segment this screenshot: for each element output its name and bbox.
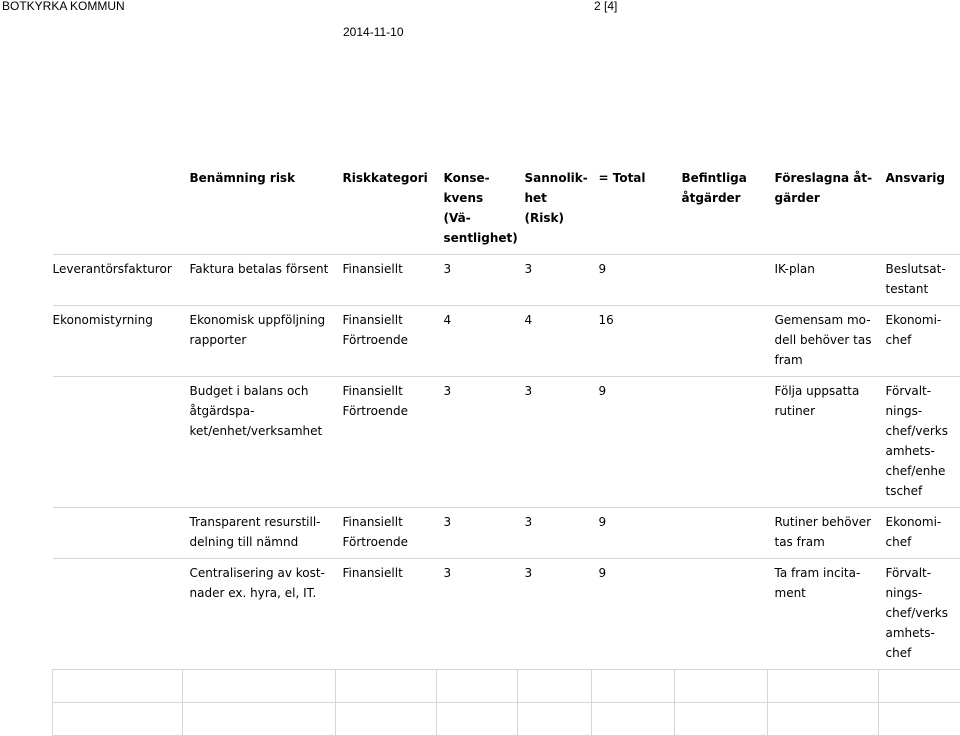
empty-cell	[437, 670, 518, 703]
cell-area: Leverantörsfakturor	[53, 255, 183, 306]
empty-cell	[592, 703, 675, 736]
table-row	[53, 255, 960, 306]
empty-cell	[336, 703, 437, 736]
empty-cell	[879, 670, 960, 703]
cell-risk-name: Budget i balans och åtgärdspa- ket/enhet/verksamhet	[183, 377, 336, 508]
column-header-responsible: Ansvarig	[879, 163, 960, 255]
cell-total: 9	[592, 508, 675, 559]
cell-consequence: 3	[437, 508, 518, 559]
cell-consequence: 4	[437, 306, 518, 377]
cell-area	[53, 377, 183, 508]
empty-cell	[768, 703, 879, 736]
cell-existing-measures	[675, 559, 768, 670]
empty-cell	[53, 703, 183, 736]
cell-responsible: Förvalt- nings- chef/verks amhets- chef	[879, 559, 960, 670]
cell-proposed-measures: Ta fram incita- ment	[768, 559, 879, 670]
cell-responsible: Beslutsat- testant	[879, 255, 960, 306]
cell-consequence: 3	[437, 559, 518, 670]
cell-probability: 3	[518, 559, 592, 670]
column-header-area	[53, 163, 183, 255]
column-header-risk-category: Riskkategori	[336, 163, 437, 255]
cell-proposed-measures: Rutiner behöver tas fram	[768, 508, 879, 559]
table-row	[53, 559, 960, 670]
cell-proposed-measures: Gemensam mo- dell behöver tas fram	[768, 306, 879, 377]
empty-cell	[768, 670, 879, 703]
cell-responsible: Förvalt- nings- chef/verks amhets- chef/enhe tschef	[879, 377, 960, 508]
cell-responsible: Ekonomi- chef	[879, 306, 960, 377]
column-header-total: = Total	[592, 163, 675, 255]
empty-cell	[592, 670, 675, 703]
cell-area: Ekonomistyrning	[53, 306, 183, 377]
column-header-proposed-measures: Föreslagna åt- gärder	[768, 163, 879, 255]
cell-existing-measures	[675, 377, 768, 508]
cell-risk-name: Ekonomisk uppföljning rapporter	[183, 306, 336, 377]
column-header-probability: Sannolik- het (Risk)	[518, 163, 592, 255]
header-row	[53, 163, 960, 255]
empty-cell	[518, 703, 592, 736]
cell-proposed-measures: Följa uppsatta rutiner	[768, 377, 879, 508]
empty-cell	[675, 670, 768, 703]
column-header-existing-measures: Befintliga åtgärder	[675, 163, 768, 255]
cell-probability: 3	[518, 377, 592, 508]
cell-category: Finansiellt Förtroende	[336, 377, 437, 508]
table-row	[53, 508, 960, 559]
cell-risk-name: Centralisering av kost- nader ex. hyra, el, IT.	[183, 559, 336, 670]
column-header-risk-name: Benämning risk	[183, 163, 336, 255]
column-header-consequence: Konse- kvens (Vä- sentlighet)	[437, 163, 518, 255]
page-number: 2 [4]	[594, 0, 617, 13]
empty-cell	[437, 703, 518, 736]
cell-area	[53, 508, 183, 559]
cell-category: Finansiellt	[336, 559, 437, 670]
cell-probability: 3	[518, 508, 592, 559]
empty-cell	[675, 703, 768, 736]
cell-category: Finansiellt	[336, 255, 437, 306]
organization-name: BOTKYRKA KOMMUN	[2, 0, 125, 13]
cell-existing-measures	[675, 306, 768, 377]
table-row	[53, 306, 960, 377]
cell-consequence: 3	[437, 255, 518, 306]
cell-total: 9	[592, 559, 675, 670]
cell-total: 9	[592, 377, 675, 508]
empty-cell	[183, 703, 336, 736]
empty-row	[53, 670, 960, 703]
cell-total: 16	[592, 306, 675, 377]
empty-cell	[518, 670, 592, 703]
cell-proposed-measures: IK-plan	[768, 255, 879, 306]
cell-risk-name: Transparent resurstill- delning till nämnd	[183, 508, 336, 559]
cell-probability: 3	[518, 255, 592, 306]
empty-cell	[336, 670, 437, 703]
cell-existing-measures	[675, 508, 768, 559]
cell-responsible: Ekonomi- chef	[879, 508, 960, 559]
table-row	[53, 377, 960, 508]
cell-total: 9	[592, 255, 675, 306]
risk-table	[52, 163, 960, 736]
cell-category: Finansiellt Förtroende	[336, 306, 437, 377]
empty-cell	[879, 703, 960, 736]
cell-existing-measures	[675, 255, 768, 306]
cell-risk-name: Faktura betalas försent	[183, 255, 336, 306]
cell-probability: 4	[518, 306, 592, 377]
cell-consequence: 3	[437, 377, 518, 508]
empty-row	[53, 703, 960, 736]
cell-area	[53, 559, 183, 670]
document-date: 2014-11-10	[343, 25, 404, 39]
cell-category: Finansiellt Förtroende	[336, 508, 437, 559]
empty-cell	[53, 670, 183, 703]
empty-cell	[183, 670, 336, 703]
